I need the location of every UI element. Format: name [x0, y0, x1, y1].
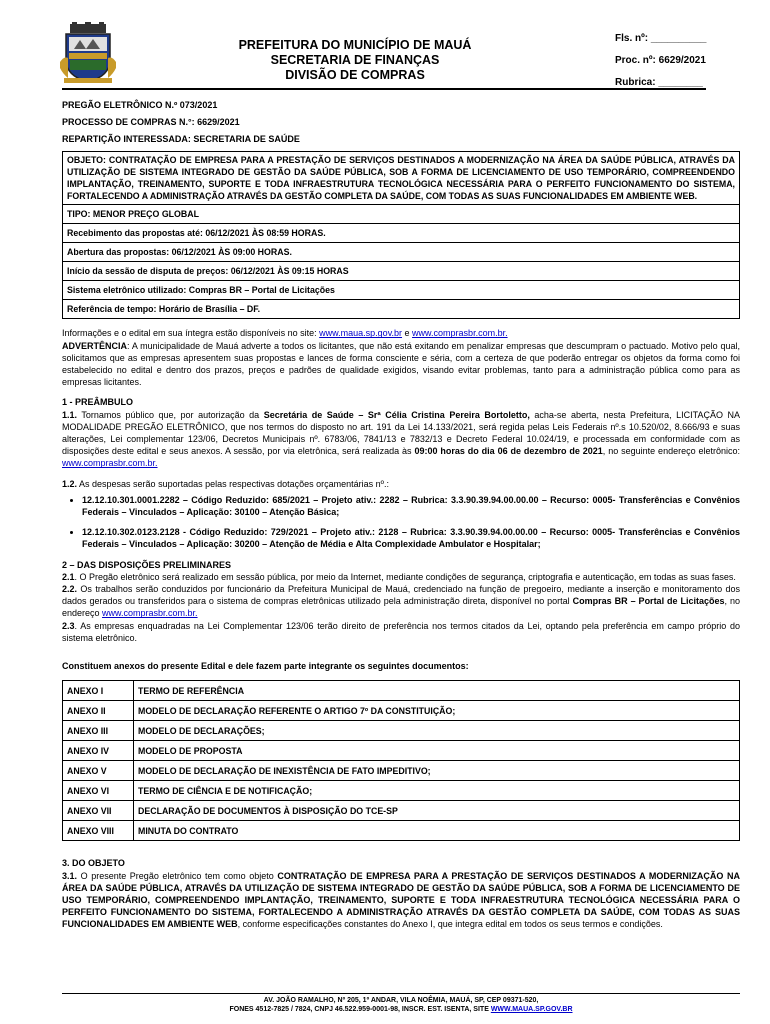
objeto-heading: 3. DO OBJETO	[62, 858, 125, 869]
anexo-row	[63, 681, 740, 701]
anexo-number: ANEXO V	[63, 761, 134, 781]
info-paragraph: Informações e o edital em sua íntegra estão disponíveis no site: www.maua.sp.gov.br e www.comprasbr.com.br.	[62, 328, 508, 339]
header-title	[210, 38, 500, 83]
anexo-row	[63, 821, 740, 841]
anexo-number: ANEXO III	[63, 721, 134, 741]
tipo-cell: TIPO: MENOR PREÇO GLOBAL	[63, 205, 740, 224]
anexo-title: MINUTA DO CONTRATO	[134, 821, 740, 841]
header-title-line3: DIVISÃO DE COMPRAS	[285, 68, 425, 82]
anexo-number: ANEXO VIII	[63, 821, 134, 841]
footer-site-link[interactable]: WWW.MAUA.SP.GOV.BR	[490, 1006, 573, 1013]
pregao-number: PREGÃO ELETRÔNICO N.º 073/2021	[62, 100, 218, 110]
preambulo-paragraph-1-2: 1.2. As despesas serão suportadas pelas respectivas dotações orçamentárias nº.:	[62, 478, 389, 489]
anexo-number: ANEXO VI	[63, 781, 134, 801]
objeto-cell: OBJETO: CONTRATAÇÃO DE EMPRESA PARA A PRESTAÇÃO DE SERVIÇOS DESTINADOS A MODERNIZAÇÃO NA ÁREA DA SAÚDE PÚBLICA, ATRAVÉS DA UTILIZAÇÃO DE SISTEMA INTEGRADO DE GESTÃO DA SAÚDE PÚBLICA, SOB A FORMA DE LICENCIAMENTO DE USO TEMPORÁRIO, COMPREENDENDO IMPLANTAÇÃO, TREINAMENTO, SUPORTE E TODA INFRAESTRUTURA TECNOLÓGICA NECESSÁRIA PARA O PERFEITO FUNCIONAMENTO DO SISTEMA, FORTALECENDO A ADMINISTRAÇÃO ATRAVÉS DA GESTÃO COMPLETA DA SAÚDE, COM TODAS AS SUAS FUNCIONALIDADES EM AMBIENTE WEB.	[63, 151, 740, 205]
document-body	[62, 94, 740, 931]
anexos-intro: Constituem anexos do presente Edital e dele fazem parte integrante os seguintes documentos:	[62, 661, 469, 672]
dotacao-item-1: • 12.12.10.301.0001.2282 – Código Reduzido: 685/2021 – Projeto ativ.: 2282 – Rubrica: 3.3.90.39.94.00.00.00 – Recurso: 0005- Transferências e Convênios Federais – Vinculados – Aplicação: 30100 – Atenção Básica;	[82, 494, 740, 518]
disposicoes-2-2: 2.2. Os trabalhos serão conduzidos por funcionário da Prefeitura Municipal de Mauá, credenciado na função de pregoeiro, mediante a inserção e monitoramento dos dados gerados ou transferidos para o sistema de compras eletrônicas utilizado pela administração direta, disponível no portal Compras BR – Portal de Licitações, no endereço www.comprasbr.com.br.	[62, 584, 740, 619]
anexo-number: ANEXO II	[63, 701, 134, 721]
anexo-number: ANEXO VII	[63, 801, 134, 821]
disposicoes-2-1: 2.1. O Pregão eletrônico será realizado em sessão pública, por meio da Internet, mediante condições de segurança, criptografia e autenticação, em todas as suas fases.	[62, 571, 736, 582]
disposicoes-2-3: 2.3. As empresas enquadradas na Lei Complementar 123/06 terão direito de preferência nos termos citados da Lei, optando pela preferência em campo próprio do sistema eletrônico.	[62, 620, 740, 643]
objeto-summary-table	[62, 151, 740, 320]
anexo-row	[63, 741, 740, 761]
municipal-coat-of-arms-icon	[60, 22, 116, 84]
preambulo-heading: 1 - PREÂMBULO	[62, 397, 134, 408]
header-title-line1: PREFEITURA DO MUNICÍPIO DE MAUÁ	[238, 38, 472, 52]
comprasbr-link[interactable]: www.comprasbr.com.br.	[412, 328, 508, 339]
recebimento-cell: Recebimento das propostas até: 06/12/2021 ÀS 08:59 HORAS.	[63, 224, 740, 243]
anexo-row	[63, 801, 740, 821]
processo-number: PROCESSO DE COMPRAS N.°: 6629/2021	[62, 117, 240, 128]
anexo-title: DECLARAÇÃO DE DOCUMENTOS À DISPOSIÇÃO DO TCE-SP	[134, 801, 740, 821]
anexo-row	[63, 781, 740, 801]
anexo-title: TERMO DE CIÊNCIA E DE NOTIFICAÇÃO;	[134, 781, 740, 801]
anexo-title: MODELO DE DECLARAÇÃO REFERENTE O ARTIGO 7º DA CONSTITUIÇÃO;	[134, 701, 740, 721]
header-process-box	[615, 28, 745, 94]
abertura-cell: Abertura das propostas: 06/12/2021 ÀS 09:00 HORAS.	[63, 243, 740, 262]
preambulo-paragraph-1-1: 1.1. Tornamos público que, por autorização da Secretária de Saúde – Srª Célia Cristina Pereira Bortoletto, acha-se aberta, nesta Prefeitura, LICITAÇÃO NA MODALIDADE PREGÃO ELETRÔNICO, que nos termos do disposto no art. 191 da Lei 14.133/2021, será regida pelas Leis Federais nº.s 10.520/02, 8.666/93 e suas alterações, Lei complementar 123/06, Decretos Municipais nº. 6783/06, 7841/13 e 7832/13 e Decreto Federal 10.024/19, e processada em conformidade com as disposições deste edital e seus anexos. A sessão, por via eletrônica, será realizada às 09:00 horas do dia 06 de dezembro de 2021, no seguinte endereço eletrônico: www.comprasbr.com.br.	[62, 409, 741, 469]
anexo-row	[63, 761, 740, 781]
header-title-line2: SECRETARIA DE FINANÇAS	[270, 53, 440, 67]
anexos-table	[62, 680, 740, 841]
inicio-disputa-cell: Início da sessão de disputa de preços: 06/12/2021 ÀS 09:15 HORAS	[63, 262, 740, 281]
comprasbr-link-2[interactable]: www.comprasbr.com.br.	[62, 458, 158, 469]
maua-site-link[interactable]: www.maua.sp.gov.br	[319, 328, 403, 339]
objeto-paragraph-3-1: 3.1. O presente Pregão eletrônico tem como objeto CONTRATAÇÃO DE EMPRESA PARA A PRESTAÇÃO DE SERVIÇOS DESTINADOS A MODERNIZAÇÃO NA ÁREA DA SAÚDE PÚBLICA, ATRAVÉS DA UTILIZAÇÃO DE SISTEMA INTEGRADO DE GESTÃO DA SAÚDE PÚBLICA, SOB A FORMA DE LICENCIAMENTO DE USO TEMPORÁRIO, COMPREENDENDO IMPLANTAÇÃO, TREINAMENTO, SUPORTE E TODA INFRAESTRUTURA TECNOLÓGICA NECESSÁRIA PARA O PERFEITO FUNCIONAMENTO DO SISTEMA, FORTALECENDO A ADMINISTRAÇÃO ATRAVÉS DA GESTÃO COMPLETA DA SAÚDE, COM TODAS AS SUAS FUNCIONALIDADES EM AMBIENTE WEB, conforme especificações constantes do Anexo I, que integra edital em todos os seus termos e condições.	[62, 870, 740, 930]
rubrica-field: Rubrica: ________	[615, 77, 703, 88]
comprasbr-link-3[interactable]: www.comprasbr.com.br.	[102, 608, 198, 619]
anexo-number: ANEXO IV	[63, 741, 134, 761]
sistema-cell: Sistema eletrônico utilizado: Compras BR – Portal de Licitações	[63, 281, 740, 300]
dotacao-item-2: • 12.12.10.302.0123.2128 - Código Reduzido: 729/2021 – Projeto ativ.: 2128 – Rubrica: 3.3.90.39.94.00.00.00 – Recurso: 0005- Transferências e Convênios Federais – Vinculados – Aplicação: 30200 – Atenção de Média e Alta Complexidade Ambulator e Hospitalar;	[82, 526, 740, 550]
anexo-title: TERMO DE REFERÊNCIA	[134, 681, 740, 701]
anexo-row	[63, 721, 740, 741]
dotacoes-list-2	[62, 526, 740, 550]
footer-line1: AV. JOÃO RAMALHO, Nº 205, 1º ANDAR, VILA NOÊMIA, MAUÁ, SP, CEP 09371-520,	[263, 997, 539, 1004]
anexo-number: ANEXO I	[63, 681, 134, 701]
footer-address	[62, 996, 740, 1014]
footer-line2: FONES 4512-7825 / 7824, CNPJ 46.522.959-0001-98, INSCR. EST. ISENTA, SITE WWW.MAUA.SP.GOV.BR	[229, 1006, 573, 1013]
reparticao: REPARTIÇÃO INTERESSADA: SECRETARIA DE SAÚDE	[62, 134, 300, 145]
proc-number: Proc. nº: 6629/2021	[615, 55, 706, 66]
footer-divider	[62, 993, 740, 994]
anexo-title: MODELO DE DECLARAÇÕES;	[134, 721, 740, 741]
anexo-row	[63, 701, 740, 721]
anexo-title: MODELO DE PROPOSTA	[134, 741, 740, 761]
dotacoes-list	[62, 494, 740, 518]
referencia-tempo-cell: Referência de tempo: Horário de Brasília – DF.	[63, 300, 740, 319]
header-divider	[62, 88, 706, 90]
anexo-title: MODELO DE DECLARAÇÃO DE INEXISTÊNCIA DE FATO IMPEDITIVO;	[134, 761, 740, 781]
advertencia-paragraph: ADVERTÊNCIA: A municipalidade de Mauá adverte a todos os licitantes, que não está exitando em penalizar empresas que descumpram o pactuado. Motivo pelo qual, solicitamos que as empresas apresentem suas propostas e lances de forma consciente e séria, com a certeza de que poderão entregar os objetos da forma como foi estabelecido no edital e dentro dos prazos, preços e padrões de qualidade exigidos, visando evitar problemas, tanto para a administração pública como para as empresas licitantes.	[62, 340, 740, 388]
disposicoes-heading: 2 – DAS DISPOSIÇÕES PRELIMINARES	[62, 559, 232, 570]
process-meta	[62, 99, 740, 146]
fls-field: Fls. nº: __________	[615, 33, 707, 44]
